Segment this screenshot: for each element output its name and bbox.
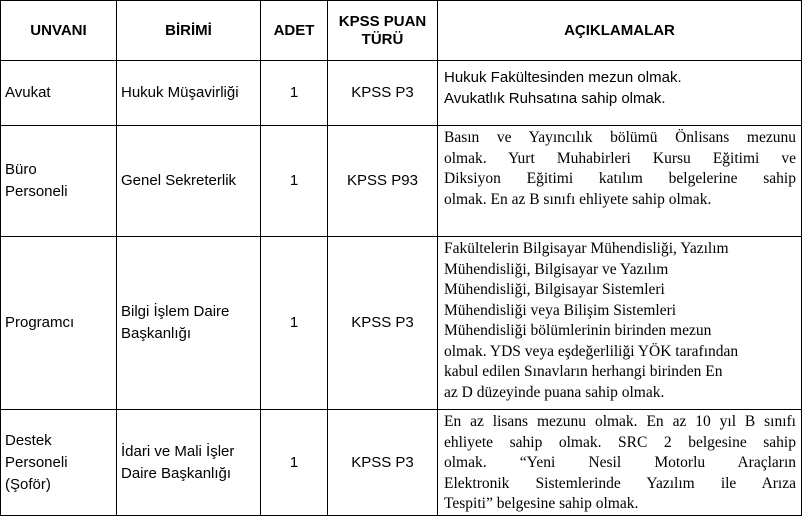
aciklama-line: Fakültelerin Bilgisayar Mühendisliği, Yazılım [444,240,729,257]
header-birimi: BİRİMİ [117,1,261,61]
birim-line: Bilgi İşlem Daire [121,303,230,320]
header-kpss-line-2: TÜRÜ [361,30,404,48]
cell-adet: 1 [261,237,328,410]
unvan-line: (Şoför) [5,475,51,493]
unvan-line: Büro [5,161,37,178]
aciklama-line: Mühendisliği bölümlerinin birinden mezun [444,322,712,339]
birim-line: Daire Başkanlığı [121,464,232,482]
aciklama-line: kabul edilen Sınavların herhangi birinden En [444,363,723,380]
cell-unvan: Avukat [1,61,117,126]
aciklama-line: olmak. Yurt Muhabirleri Kursu Eğitimi ve [444,149,796,167]
cell-adet: 1 [261,61,328,126]
aciklama-line: Tespiti” belgesine sahip olmak. [444,495,639,512]
aciklama-line: En az lisans mezunu olmak. En az 10 yıl B sınıfı [444,413,796,430]
cell-kpss: KPSS P3 [328,61,438,126]
header-unvani: UNVANI [1,1,117,61]
cell-kpss: KPSS P3 [328,237,438,410]
aciklama-line: az D düzeyinde puana sahip olmak. [444,383,665,401]
aciklama-line: Diksiyon Eğitimi katılım belgelerine sahip [444,170,796,187]
header-kpss-line-1: KPSS PUAN [338,12,427,30]
aciklama-line: ehliyete sahip olmak. SRC 2 belgesine sahip [444,433,796,451]
header-adet: ADET [261,1,328,61]
cell-birim [117,410,261,516]
cell-birim: Hukuk Müşavirliği [117,61,261,126]
aciklama-line: Mühendisliği, Bilgisayar Sistemleri [444,281,665,298]
cell-adet: 1 [261,410,328,516]
aciklama-line: Mühendisliği, Bilgisayar ve Yazılım [444,260,669,278]
aciklama-line: Mühendisliği veya Bilişim Sistemleri [444,301,677,319]
cell-birim [117,237,261,410]
cell-aciklama [438,410,802,516]
aciklama-line: Elektronik Sistemlerinde Yazılım ile Arıza [444,474,796,492]
unvan-line: Personeli [5,453,68,471]
table-row-avukat [1,61,802,126]
header-kpss-puan-turu [328,1,438,61]
unvan-line: Personeli [5,183,68,200]
cell-unvan [1,410,117,516]
aciklama-line: olmak. “Yeni Nesil Motorlu Araçların [444,454,796,471]
cell-aciklama [438,237,802,410]
aciklama-line: olmak. YDS veya eşdeğerliliği YÖK tarafından [444,342,739,360]
cell-adet: 1 [261,126,328,237]
cell-aciklama [438,61,802,126]
unvan-line: Destek [5,431,52,449]
aciklama-line: Avukatlık Ruhsatına sahip olmak. [444,90,666,107]
birim-line: İdari ve Mali İşler [121,442,235,460]
aciklama-line: olmak. En az B sınıfı ehliyete sahip olmak. [444,190,712,208]
table-row-destek-personeli [1,410,802,516]
table-row-programci [1,237,802,410]
cell-kpss: KPSS P3 [328,410,438,516]
table-row-buro-personeli [1,126,802,237]
header-row [1,1,802,61]
cell-aciklama [438,126,802,237]
cell-birim: Genel Sekreterlik [117,126,261,237]
aciklama-line: Hukuk Fakültesinden mezun olmak. [444,69,682,86]
header-aciklamalar: AÇIKLAMALAR [438,1,802,61]
birim-line: Başkanlığı [121,325,192,342]
cell-kpss: KPSS P93 [328,126,438,237]
cell-unvan: Programcı [1,237,117,410]
aciklama-line: Basın ve Yayıncılık bölümü Önlisans mezunu [444,129,796,146]
cell-unvan [1,126,117,237]
